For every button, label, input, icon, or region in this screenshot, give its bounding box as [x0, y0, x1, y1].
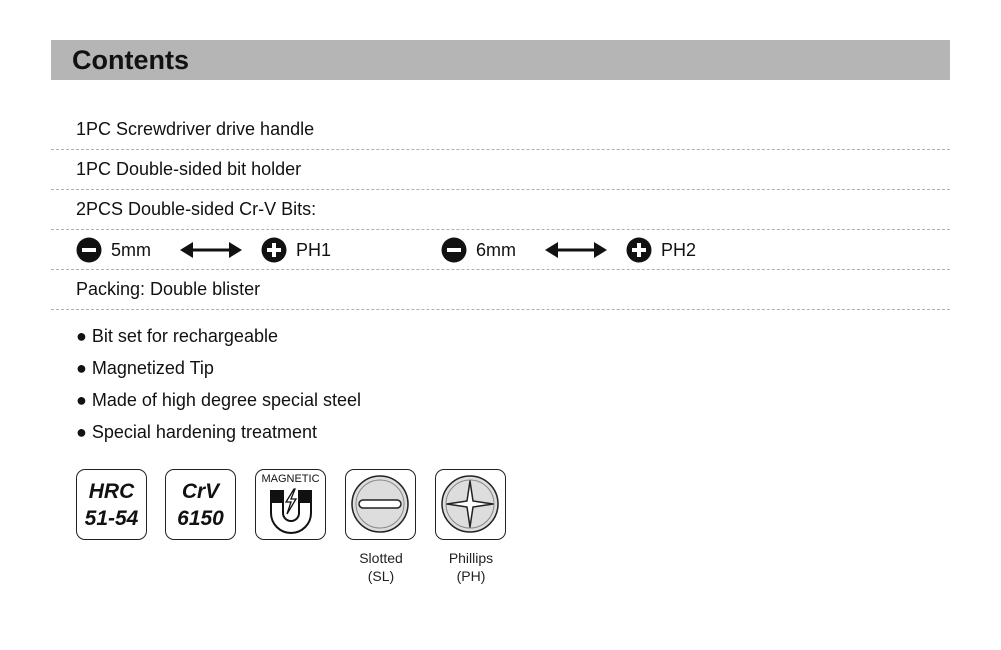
slotted-circle-icon [76, 237, 102, 263]
feature-list [76, 323, 361, 451]
crv-badge [165, 469, 236, 540]
holder-text: 1PC Double-sided bit holder [76, 159, 302, 179]
slotted-caption [336, 549, 426, 585]
contents-row-bits-title [51, 190, 950, 230]
page-title: Contents [72, 45, 189, 75]
handle-text: 1PC Screwdriver drive handle [76, 119, 315, 139]
phillips-head-icon [439, 473, 501, 535]
slot-size-label: 6mm [476, 240, 516, 260]
hrc-value: 51-54 [84, 507, 139, 530]
contents-row-packing [51, 270, 950, 310]
slotted-caption-abbr: (SL) [367, 568, 395, 584]
double-arrow-icon [545, 240, 607, 260]
double-arrow-icon [180, 240, 242, 260]
magnetic-label: MAGNETIC [261, 473, 320, 485]
feature-item: ● Special hardening treatment [76, 422, 318, 442]
phillips-badge [435, 469, 506, 540]
contents-row-holder [51, 150, 950, 190]
feature-item: ● Bit set for rechargeable [76, 326, 278, 346]
hrc-badge [76, 469, 147, 540]
bit-pairs [76, 237, 936, 263]
hrc-label: HRC [88, 480, 135, 503]
contents-row-handle [51, 110, 950, 150]
crv-label: CrV [181, 480, 220, 503]
feature-item: ● Made of high degree special steel [76, 390, 362, 410]
contents-header [51, 40, 950, 80]
magnetic-badge [255, 469, 326, 540]
phillips-circle-icon [261, 237, 287, 263]
feature-item: ● Magnetized Tip [76, 358, 214, 378]
slotted-circle-icon [441, 237, 467, 263]
slot-size-label: 5mm [111, 240, 151, 260]
slotted-head-icon [349, 473, 411, 535]
phillips-circle-icon [626, 237, 652, 263]
phillips-size-label: PH1 [296, 240, 332, 260]
contents-row-bit-pairs [51, 230, 950, 270]
bits-title-text: 2PCS Double-sided Cr-V Bits: [76, 199, 317, 219]
magnet-icon [269, 487, 313, 535]
slotted-badge [345, 469, 416, 540]
phillips-caption-abbr: (PH) [456, 568, 486, 584]
crv-value: 6150 [177, 507, 224, 530]
phillips-caption [426, 549, 516, 585]
phillips-caption-name: Phillips [448, 550, 494, 566]
packing-text: Packing: Double blister [76, 279, 261, 299]
slotted-caption-name: Slotted [359, 550, 403, 566]
phillips-size-label: PH2 [661, 240, 697, 260]
